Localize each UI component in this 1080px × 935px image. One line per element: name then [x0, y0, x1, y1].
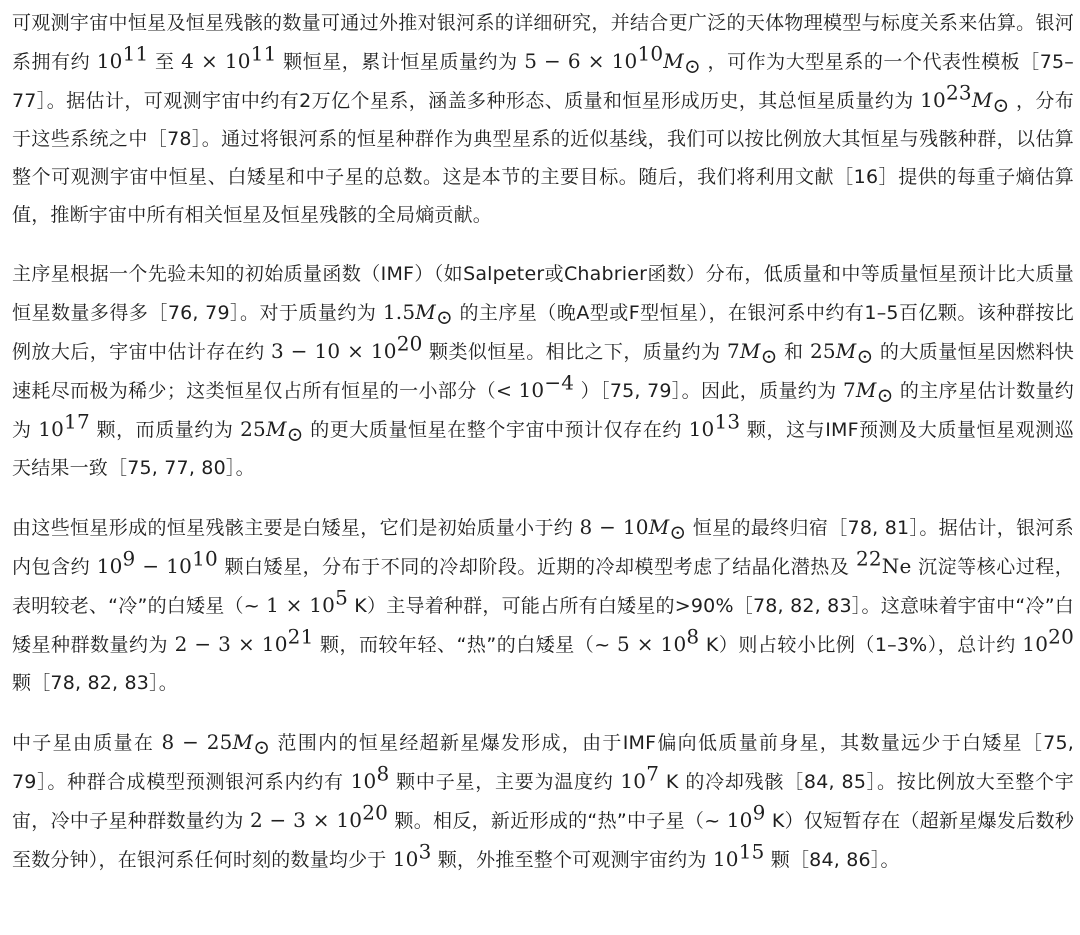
text-run: K）仅短暂存在（超新星爆发后数秒至数分钟），在银河系任何时刻的数量均少于: [12, 810, 1075, 871]
math-superscript: 3: [418, 839, 432, 864]
text-run: 颗，而质量约为: [89, 419, 241, 441]
math-expression: 5 − 6 × 10: [524, 49, 638, 73]
text-run: 的大质量恒星因燃料快速耗尽而极为稀少；这类恒星仅占所有恒星的一小部分（<: [12, 341, 1074, 402]
math-expression: 3 − 10 × 10: [271, 339, 397, 363]
text-run: 中子星由质量在: [12, 732, 162, 754]
math-superscript: 8: [376, 761, 390, 786]
math-symbol: M: [232, 730, 254, 754]
paragraph-intro: [12, 4, 1074, 234]
math-expression: 25: [240, 417, 266, 441]
text-run: 可观测宇宙中恒星及恒星残骸的数量可通过外推对银河系的详细研究，并结合更广泛的天体物理模型与标度关系来估算。银河系拥有约: [12, 12, 1074, 73]
math-expression: 8 − 25: [161, 730, 233, 754]
math-expression: Ne: [881, 554, 912, 578]
math-expression: 10: [96, 554, 123, 578]
paragraph-main-sequence: [12, 255, 1074, 487]
text-run: 颗中子星，主要为温度约: [389, 771, 621, 793]
text-run: 颗［84, 86］。: [764, 849, 900, 871]
math-expression: 10: [920, 88, 946, 112]
math-symbol: M: [415, 300, 436, 324]
text-run: 的主序星估计数量约为: [12, 380, 1074, 441]
math-symbol: M: [663, 49, 684, 73]
math-symbol: M: [855, 378, 877, 402]
math-superscript: 7: [646, 761, 660, 786]
math-expression: 10: [688, 417, 715, 441]
text-run: ，分布于这些系统之中［78］。通过将银河系的恒星种群作为典型星系的近似基线，我们可以按比例放大其恒星与残骸种群，以估算整个可观测宇宙中恒星、白矮星和中子星的总数。这是本节的主要目标。随后，我们将利用文献［16］提供的每重子熵估算值，推断宇宙中所有相关恒星及恒星残骸的全局熵贡献。: [12, 90, 1074, 226]
math-superscript: 13: [714, 409, 741, 434]
math-expression: 8 − 10: [579, 515, 649, 539]
math-superscript: 21: [287, 624, 314, 649]
math-expression: 7: [842, 378, 856, 402]
math-subscript: ⊙: [876, 382, 894, 407]
math-expression: 5 × 10: [616, 632, 687, 656]
math-superscript: 10: [637, 41, 664, 66]
text-run: 和: [777, 341, 810, 363]
math-symbol: M: [835, 339, 857, 363]
math-superscript: 11: [250, 41, 277, 66]
math-superscript: 9: [752, 800, 766, 825]
math-expression: 2 − 3 × 10: [174, 632, 288, 656]
math-expression: 10: [392, 847, 419, 871]
math-symbol: M: [739, 339, 761, 363]
text-run: ）［75, 79］。因此，质量约为: [574, 380, 843, 402]
text-run: 由这些恒星形成的恒星残骸主要是白矮星，它们是初始质量小于约: [12, 517, 580, 539]
math-superscript: −4: [544, 370, 575, 395]
math-subscript: ⊙: [253, 734, 271, 759]
text-run: 颗白矮星，分布于不同的冷却阶段。近期的冷却模型考虑了结晶化潜热及: [217, 556, 856, 578]
math-superscript: 20: [396, 331, 423, 356]
math-superscript: 11: [122, 41, 149, 66]
math-superscript: 15: [738, 839, 765, 864]
text-run: 主序星根据一个先验未知的初始质量函数（IMF）（如Salpeter或Chabrier函数）分布，低质量和中等质量恒星预计比大质量恒星数量多得多［76, 79］。对于质量约为: [12, 263, 1074, 324]
math-symbol: M: [971, 88, 993, 112]
math-expression: 1 × 10: [266, 593, 336, 617]
math-superscript: 20: [362, 800, 389, 825]
text-run: 颗，外推至整个可观测宇宙约为: [431, 849, 713, 871]
math-expression: 10: [96, 49, 123, 73]
text-run: K 的冷却残骸［84, 85］。按比例放大至整个宇宙，冷中子星种群数量约为: [12, 771, 1074, 832]
math-subscript: ⊙: [286, 421, 304, 446]
text-run: 至: [148, 51, 182, 73]
text-run: K）则占较小比例（1–3%），总计约: [699, 634, 1023, 656]
text-run: K）主导着种群，可能占所有白矮星的>90%［78, 82, 83］。这意味着宇宙中“冷”白矮星种群数量约为: [12, 595, 1074, 656]
text-run: 恒星的最终归宿［78, 81］。据估计，银河系内包含约: [12, 517, 1074, 578]
math-expression: 10: [350, 769, 377, 793]
math-expression: 10: [712, 847, 739, 871]
math-symbol: M: [648, 515, 670, 539]
math-expression: 4 × 10: [181, 49, 251, 73]
math-superscript: 17: [64, 409, 90, 434]
math-expression: 2 − 3 × 10: [249, 808, 363, 832]
document-body: [12, 4, 1074, 879]
math-expression: 10: [620, 769, 647, 793]
text-run: 颗［78, 82, 83］。: [12, 672, 178, 694]
math-superscript: 22: [855, 546, 882, 571]
text-run: 颗，这与IMF预测及大质量恒星观测巡天结果一致［75, 77, 80］。: [12, 419, 1074, 479]
text-run: 的主序星（晚A型或F型恒星），在银河系中约有1–5百亿颗。该种群按比例放大后，宇宙中估计存在约: [12, 302, 1074, 363]
text-run: 的更大质量恒星在整个宇宙中预计仅存在约: [303, 419, 689, 441]
text-run: 颗。相反，新近形成的“热”中子星（~: [388, 810, 727, 832]
math-superscript: 23: [945, 80, 972, 105]
math-expression: 25: [809, 339, 836, 363]
paragraph-neutron-stars: [12, 723, 1074, 879]
math-symbol: M: [265, 417, 287, 441]
math-superscript: 5: [335, 585, 349, 610]
math-expression: 10: [518, 378, 545, 402]
math-subscript: ⊙: [992, 92, 1010, 117]
math-subscript: ⊙: [760, 343, 778, 368]
text-run: ，可作为大型星系的一个代表性模板［75–77］。据估计，可观测宇宙中约有2万亿个星系，涵盖多种形态、质量和恒星形成历史，其总恒星质量约为: [12, 51, 1074, 112]
text-run: 颗，而较年轻、“热”的白矮星（~: [313, 634, 617, 656]
math-superscript: 10: [192, 546, 218, 571]
math-subscript: ⊙: [856, 343, 874, 368]
math-expression: 10: [726, 808, 753, 832]
text-run: 颗类似恒星。相比之下，质量约为: [422, 341, 727, 363]
text-run: 范围内的恒星经超新星爆发形成，由于IMF偏向低质量前身星，其数量远少于白矮星［75, 79］。种群合成模型预测银河系内约有: [12, 732, 1074, 793]
math-subscript: ⊙: [669, 519, 687, 544]
text-run: 颗恒星，累计恒星质量约为: [276, 51, 525, 73]
math-superscript: 20: [1048, 624, 1074, 649]
math-subscript: ⊙: [435, 304, 453, 329]
math-expression: 1.5: [382, 300, 416, 324]
math-expression: 10: [1022, 632, 1049, 656]
math-superscript: 8: [686, 624, 700, 649]
math-superscript: 9: [122, 546, 136, 571]
math-subscript: ⊙: [683, 53, 701, 78]
paragraph-white-dwarfs: [12, 508, 1074, 702]
text-run: 沉淀等核心过程，表明较老、“冷”的白矮星（~: [12, 556, 1075, 617]
math-expression: 7: [726, 339, 740, 363]
math-expression: 10: [38, 417, 65, 441]
math-expression: − 10: [135, 554, 193, 578]
